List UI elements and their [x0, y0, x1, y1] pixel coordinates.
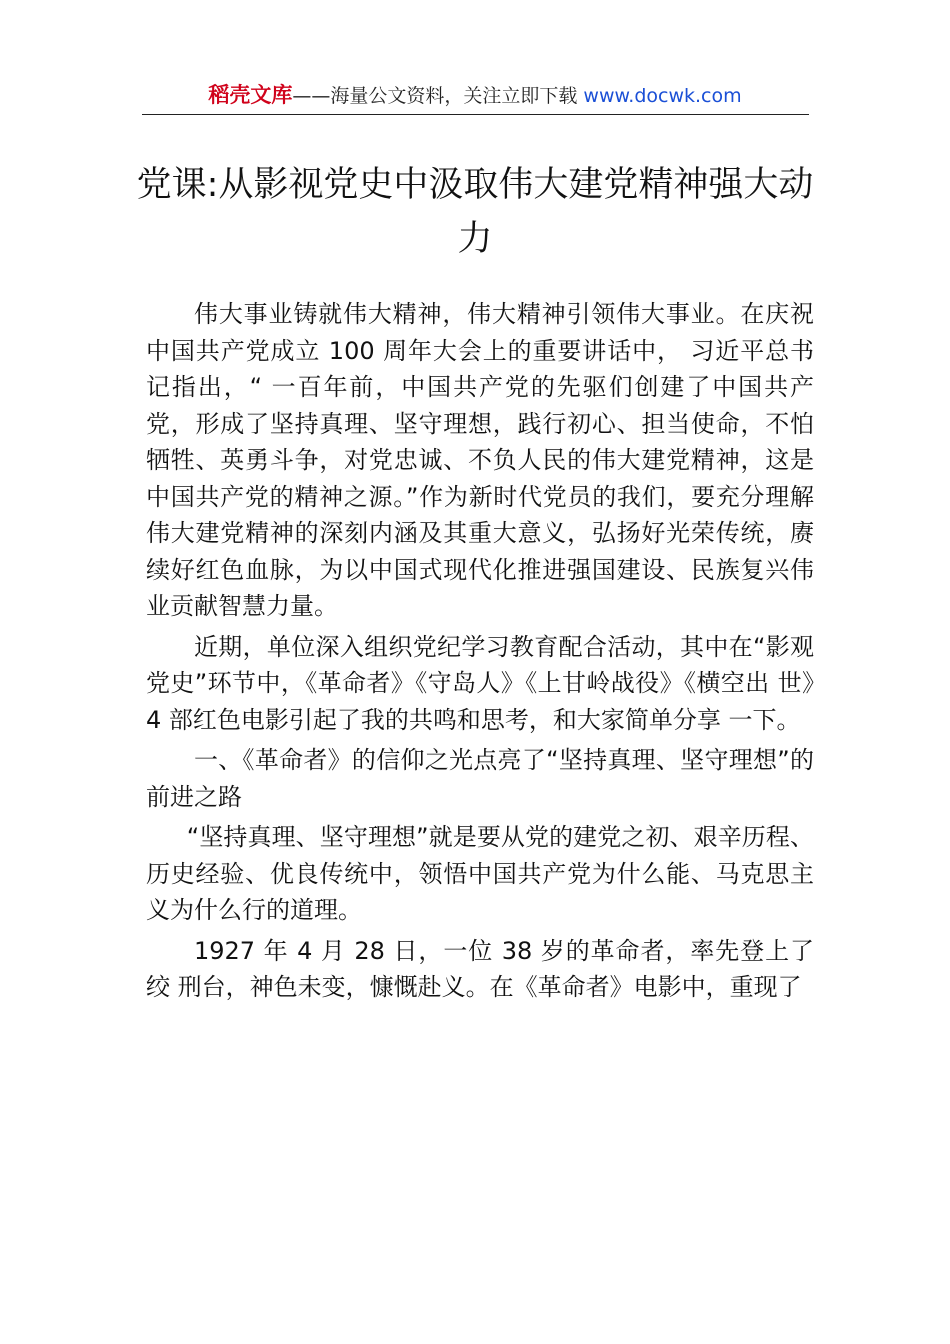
body-paragraph: 1927 年 4 月 28 日，一位 38 岁的革命者，率先登上了绞 刑台，神色未变，慷慨赴义。在《革命者》电影中，重现了 [146, 936, 814, 1001]
body-paragraph: “坚持真理、坚守理想”就是要从党的建党之初、艰辛历程、历史经验、优良传统中，领悟中国共产党为什么能、马克思主义为什么行的道理。 [146, 823, 814, 924]
document-body [146, 296, 814, 1006]
header-divider [142, 114, 809, 115]
body-paragraph: 伟大事业铸就伟大精神，伟大精神引领伟大事业。在庆祝中国共产党成立 100 周年大会上的重要讲话中， 习近平总书记指出，“ 一百年前，中国共产党的先驱们创建了中国共产党，形成了坚持真理、坚守理想，践行初心、担当使命，不怕牺牲、英勇斗争，对党忠诚、不负人民的伟大建党精神，这是中国共产党的精神之源。”作为新时代党员的我们，要充分理解伟大建党精神的深刻内涵及其重大意义，弘扬好光荣传统，赓续好红色血脉，为以中国式现代化推进强国建设、民族复兴伟业贡献智慧力量。 [146, 300, 814, 620]
site-link[interactable]: www.docwk.com [583, 85, 742, 107]
brand-name: 稻壳文库 [208, 83, 293, 107]
document-title: 党课:从影视党史中汲取伟大建党精神强大动力 [136, 165, 814, 259]
body-paragraph: 近期，单位深入组织党纪学习教育配合活动，其中在“影观党史”环节中，《革命者》《守岛人》《上甘岭战役》《横空出 世》4 部红色电影引起了我的共鸣和思考，和大家简单分享 一下。 [146, 632, 814, 734]
header-slogan: ——海量公文资料，关注立即下载 [292, 85, 578, 107]
section-heading: 一、《革命者》的信仰之光点亮了“坚持真理、坚守理想”的前进之路 [146, 746, 814, 811]
document-header [0, 80, 950, 111]
